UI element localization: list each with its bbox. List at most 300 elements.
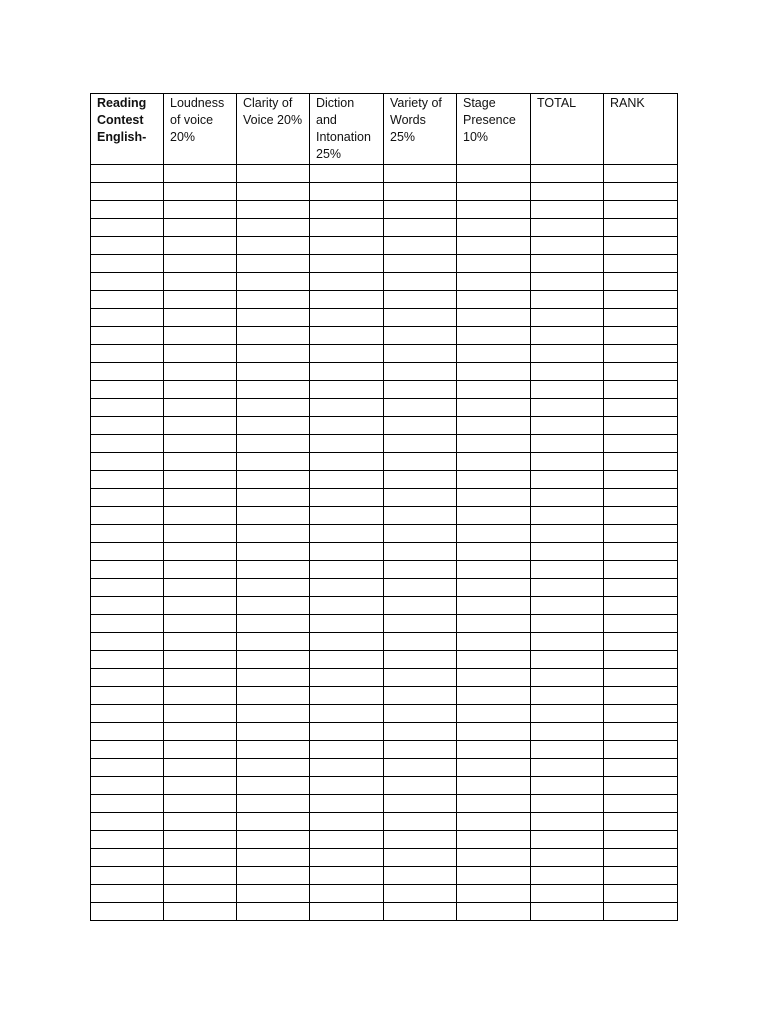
table-cell [604,309,678,327]
table-cell [384,237,457,255]
table-cell [164,237,237,255]
table-cell [91,759,164,777]
table-row [91,219,678,237]
table-cell [457,777,531,795]
table-cell [384,165,457,183]
table-row [91,453,678,471]
score-rows [91,165,678,921]
table-cell [457,327,531,345]
table-row [91,759,678,777]
table-cell [91,489,164,507]
table-cell [164,489,237,507]
table-cell [310,831,384,849]
table-cell [531,345,604,363]
table-cell [531,435,604,453]
table-cell [164,507,237,525]
table-cell [531,255,604,273]
table-row [91,723,678,741]
table-cell [457,705,531,723]
table-cell [604,867,678,885]
table-cell [237,183,310,201]
table-cell [164,219,237,237]
table-cell [91,237,164,255]
table-cell [604,183,678,201]
table-cell [457,723,531,741]
table-cell [457,183,531,201]
table-cell [457,309,531,327]
table-cell [237,579,310,597]
table-cell [384,489,457,507]
table-cell [237,741,310,759]
table-cell [237,669,310,687]
table-cell [91,633,164,651]
table-cell [531,633,604,651]
table-cell [164,597,237,615]
table-cell [237,435,310,453]
table-cell [384,471,457,489]
table-cell [164,741,237,759]
table-cell [164,669,237,687]
table-cell [237,525,310,543]
table-cell [531,597,604,615]
table-cell [310,309,384,327]
table-cell [384,903,457,921]
table-cell [604,417,678,435]
table-cell [164,849,237,867]
score-sheet-table [90,93,678,921]
table-cell [604,219,678,237]
table-cell [457,615,531,633]
table-cell [164,345,237,363]
table-cell [310,687,384,705]
table-cell [237,417,310,435]
table-cell [164,687,237,705]
table-cell [237,597,310,615]
table-cell [604,201,678,219]
table-cell [164,399,237,417]
table-cell [91,867,164,885]
table-cell [457,759,531,777]
table-cell [457,273,531,291]
table-cell [457,813,531,831]
table-cell [384,723,457,741]
table-row [91,903,678,921]
table-cell [310,363,384,381]
table-cell [310,417,384,435]
table-cell [604,273,678,291]
table-cell [457,687,531,705]
table-cell [91,561,164,579]
table-cell [531,849,604,867]
table-cell [310,867,384,885]
table-cell [604,903,678,921]
table-cell [310,903,384,921]
table-cell [237,615,310,633]
table-cell [164,705,237,723]
table-cell [531,273,604,291]
table-row [91,273,678,291]
table-row [91,867,678,885]
table-cell [604,543,678,561]
table-cell [531,705,604,723]
header-clarity-of-voice: Clarity of Voice 20% [237,94,310,165]
table-cell [531,363,604,381]
table-row [91,489,678,507]
table-row [91,831,678,849]
table-row [91,381,678,399]
table-cell [531,543,604,561]
table-cell [310,849,384,867]
table-cell [604,813,678,831]
table-cell [164,885,237,903]
table-cell [604,471,678,489]
table-cell [237,165,310,183]
table-cell [457,669,531,687]
table-cell [310,651,384,669]
table-cell [237,759,310,777]
table-cell [604,597,678,615]
table-cell [310,885,384,903]
table-cell [457,867,531,885]
table-cell [457,579,531,597]
table-row [91,741,678,759]
table-cell [310,525,384,543]
table-cell [164,309,237,327]
table-cell [310,165,384,183]
table-row [91,435,678,453]
table-row [91,327,678,345]
table-cell [310,543,384,561]
table-cell [164,795,237,813]
table-row [91,885,678,903]
table-cell [384,885,457,903]
table-cell [531,507,604,525]
table-cell [531,579,604,597]
table-cell [531,417,604,435]
table-cell [310,399,384,417]
table-cell [310,633,384,651]
table-cell [164,417,237,435]
table-cell [457,633,531,651]
table-row [91,669,678,687]
table-row [91,255,678,273]
table-cell [604,669,678,687]
table-cell [237,777,310,795]
table-cell [91,291,164,309]
table-cell [310,345,384,363]
table-cell [310,741,384,759]
table-cell [384,381,457,399]
table-cell [91,723,164,741]
table-row [91,291,678,309]
table-cell [457,849,531,867]
table-cell [91,597,164,615]
table-cell [457,453,531,471]
table-cell [457,291,531,309]
table-cell [384,363,457,381]
header-rank: RANK [604,94,678,165]
table-cell [237,255,310,273]
table-cell [310,723,384,741]
table-cell [91,165,164,183]
table-cell [164,255,237,273]
table-cell [384,453,457,471]
table-cell [384,669,457,687]
table-cell [384,795,457,813]
table-cell [237,363,310,381]
table-cell [237,201,310,219]
header-diction-and-intonation: Diction and Intonation 25% [310,94,384,165]
table-cell [237,237,310,255]
table-cell [310,471,384,489]
table-cell [310,759,384,777]
table-cell [164,561,237,579]
table-cell [604,291,678,309]
table-cell [384,813,457,831]
table-cell [164,165,237,183]
table-cell [604,345,678,363]
table-cell [457,237,531,255]
table-cell [310,615,384,633]
table-cell [164,543,237,561]
table-cell [237,885,310,903]
table-cell [384,219,457,237]
table-cell [164,903,237,921]
table-cell [384,435,457,453]
table-cell [164,435,237,453]
table-cell [531,327,604,345]
table-cell [91,399,164,417]
table-cell [384,759,457,777]
table-cell [164,723,237,741]
table-cell [91,525,164,543]
table-cell [91,849,164,867]
table-cell [531,399,604,417]
table-cell [604,381,678,399]
table-cell [91,705,164,723]
table-cell [310,435,384,453]
table-cell [237,813,310,831]
table-cell [237,543,310,561]
table-cell [531,471,604,489]
table-cell [531,651,604,669]
header-loudness-of-voice: Loudness of voice 20% [164,94,237,165]
table-cell [457,561,531,579]
table-cell [531,525,604,543]
table-cell [91,687,164,705]
table-cell [604,723,678,741]
table-cell [384,597,457,615]
table-cell [91,327,164,345]
table-cell [457,489,531,507]
table-cell [531,381,604,399]
table-cell [91,813,164,831]
table-cell [604,759,678,777]
table-cell [237,687,310,705]
table-cell [457,795,531,813]
table-cell [604,741,678,759]
table-cell [604,633,678,651]
table-cell [604,237,678,255]
table-row [91,237,678,255]
table-cell [384,201,457,219]
table-cell [237,561,310,579]
table-cell [384,777,457,795]
table-row [91,525,678,543]
table-cell [237,507,310,525]
table-cell [604,687,678,705]
table-cell [237,309,310,327]
table-cell [604,165,678,183]
table-cell [604,399,678,417]
table-cell [237,471,310,489]
table-cell [164,291,237,309]
table-cell [457,399,531,417]
table-cell [237,651,310,669]
table-cell [91,255,164,273]
table-cell [164,615,237,633]
table-cell [91,543,164,561]
table-cell [457,885,531,903]
table-cell [384,327,457,345]
table-row [91,201,678,219]
table-cell [384,309,457,327]
table-cell [604,777,678,795]
table-cell [237,867,310,885]
table-cell [384,615,457,633]
table-cell [164,273,237,291]
table-cell [531,777,604,795]
table-cell [237,831,310,849]
table-cell [604,507,678,525]
table-cell [91,273,164,291]
table-row [91,615,678,633]
table-cell [91,615,164,633]
table-cell [91,885,164,903]
table-cell [310,561,384,579]
table-cell [91,219,164,237]
table-cell [604,561,678,579]
table-cell [531,669,604,687]
table-cell [237,291,310,309]
table-cell [604,525,678,543]
table-cell [310,777,384,795]
table-cell [164,813,237,831]
table-cell [237,489,310,507]
table-row [91,417,678,435]
table-cell [310,813,384,831]
table-cell [384,507,457,525]
table-cell [531,219,604,237]
table-cell [457,831,531,849]
table-cell [91,903,164,921]
table-row [91,507,678,525]
table-cell [310,597,384,615]
table-cell [604,615,678,633]
table-cell [604,651,678,669]
table-row [91,561,678,579]
table-cell [457,345,531,363]
table-cell [310,237,384,255]
table-cell [91,507,164,525]
table-cell [384,651,457,669]
table-cell [457,507,531,525]
table-cell [604,849,678,867]
table-cell [91,795,164,813]
table-row [91,543,678,561]
table-row [91,165,678,183]
table-cell [531,687,604,705]
table-cell [604,489,678,507]
table-cell [384,561,457,579]
table-cell [237,399,310,417]
table-row [91,183,678,201]
table-cell [91,579,164,597]
table-cell [604,885,678,903]
table-cell [604,435,678,453]
table-row [91,309,678,327]
table-cell [164,831,237,849]
table-row [91,651,678,669]
table-row [91,687,678,705]
table-cell [457,165,531,183]
table-cell [384,867,457,885]
table-cell [91,417,164,435]
table-cell [91,309,164,327]
table-cell [531,903,604,921]
table-cell [91,363,164,381]
table-cell [531,741,604,759]
header-stage-presence: Stage Presence 10% [457,94,531,165]
table-cell [457,363,531,381]
table-row [91,849,678,867]
table-cell [164,633,237,651]
table-cell [164,579,237,597]
table-cell [384,399,457,417]
table-cell [310,255,384,273]
table-cell [604,831,678,849]
table-cell [384,255,457,273]
table-cell [384,687,457,705]
table-cell [237,219,310,237]
table-cell [457,543,531,561]
table-cell [310,273,384,291]
table-cell [531,795,604,813]
table-cell [384,273,457,291]
table-cell [384,345,457,363]
table-cell [237,381,310,399]
table-cell [604,705,678,723]
table-cell [457,381,531,399]
table-cell [164,183,237,201]
table-cell [310,381,384,399]
table-cell [91,651,164,669]
table-row [91,471,678,489]
table-cell [237,273,310,291]
table-cell [457,741,531,759]
table-cell [237,327,310,345]
table-cell [531,183,604,201]
table-cell [531,489,604,507]
table-cell [91,453,164,471]
table-cell [310,201,384,219]
table-cell [310,507,384,525]
table-cell [164,471,237,489]
table-cell [91,741,164,759]
table-cell [531,291,604,309]
table-cell [91,201,164,219]
table-cell [164,327,237,345]
